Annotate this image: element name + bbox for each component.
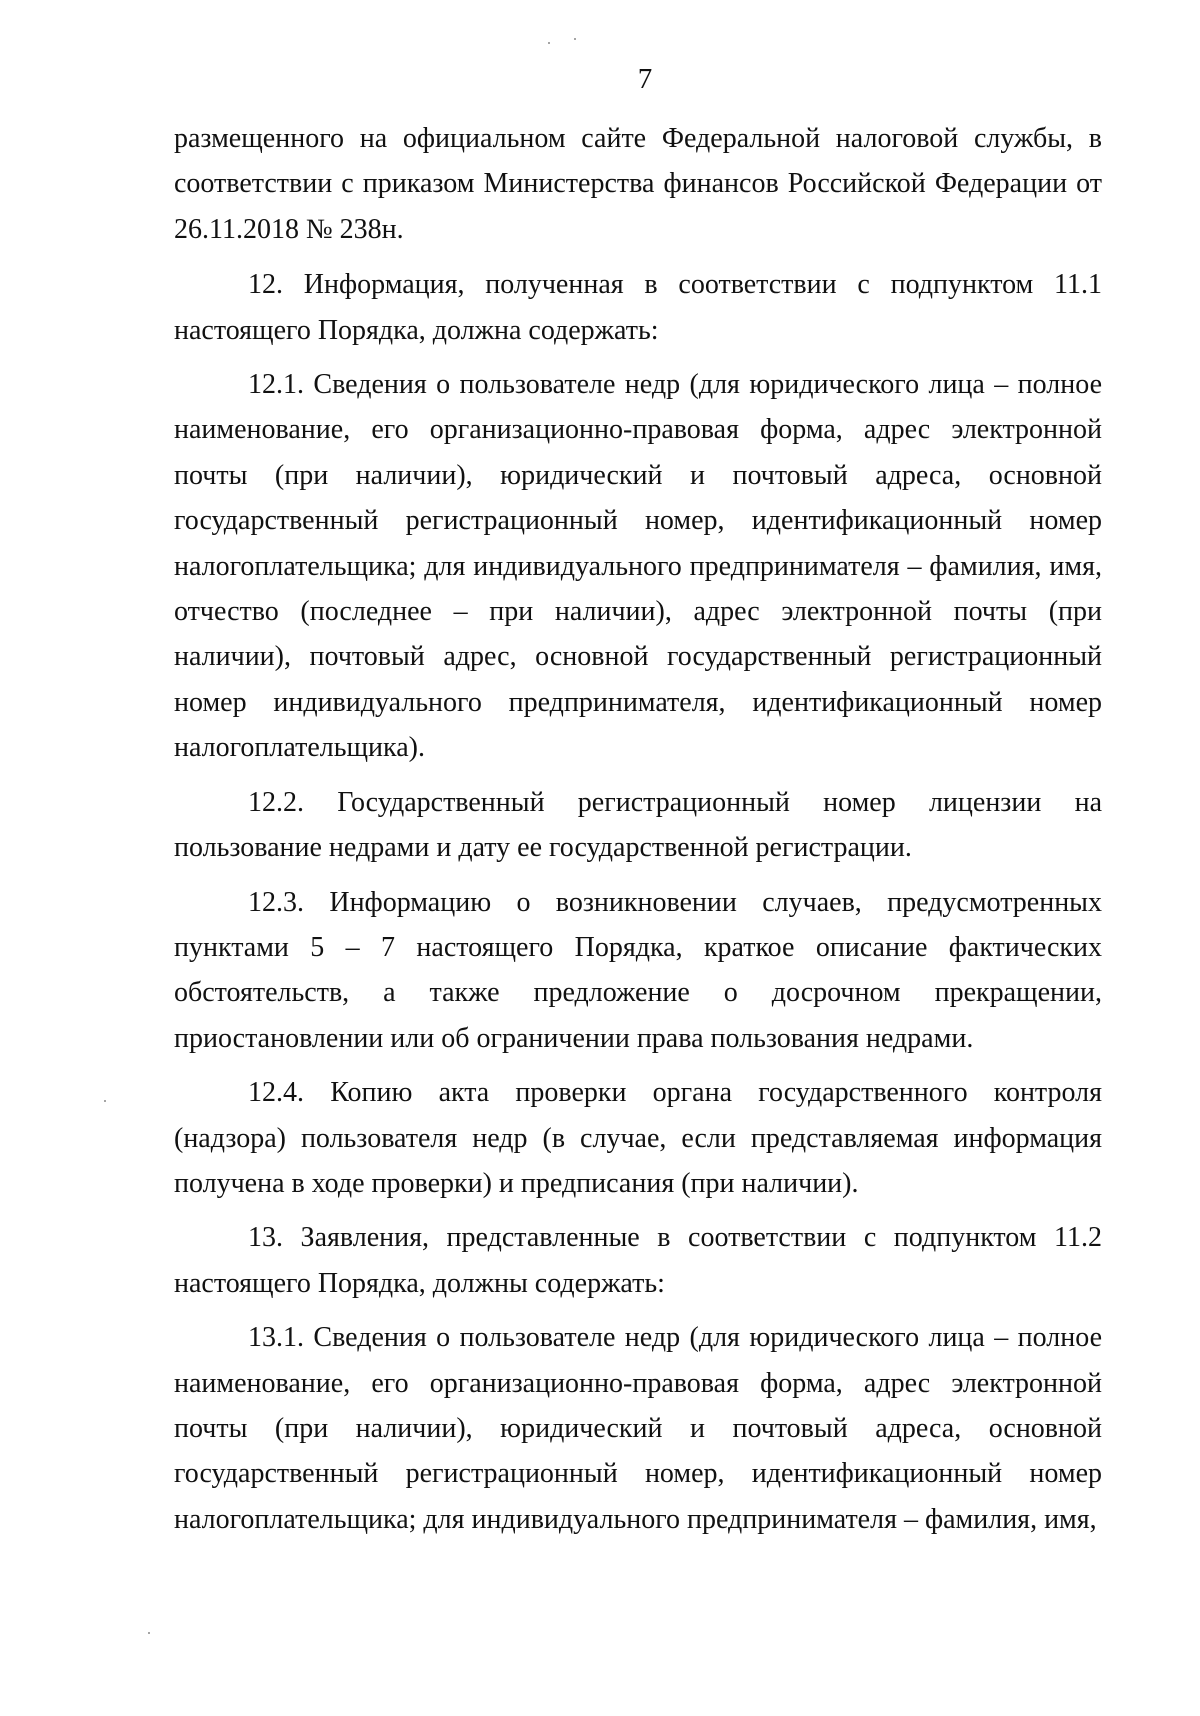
paragraph-12-2: 12.2. Государственный регистрационный номер лицензии на пользование недрами и дату ее государственной регистрации. — [174, 786, 1102, 864]
page-number: 7 — [637, 63, 653, 95]
scan-speck — [104, 1100, 106, 1102]
paragraph-13-1: 13.1. Сведения о пользователе недр (для юридического лица – полное наименование, его организационно-правовая форма, адрес электронной почты (при наличии), юридический и почтовый адреса, основной государственный регистрационный номер, идентификационный номер налогоплательщика; для индивидуального предпринимателя – фамилия, имя, — [174, 1322, 1102, 1535]
scan-speck — [148, 1632, 150, 1634]
scan-speck — [574, 38, 576, 40]
paragraph-continuation: размещенного на официальном сайте Федеральной налоговой службы, в соответствии с приказом Министерства финансов Российской Федерации от 26.11.2018 № 238н. — [174, 123, 1102, 245]
paragraph-12-1: 12.1. Сведения о пользователе недр (для юридического лица – полное наименование, его организационно-правовая форма, адрес электронной почты (при наличии), юридический и почтовый адреса, основной государственный регистрационный номер, идентификационный номер налогоплательщика; для индивидуального предпринимателя – фамилия, имя, отчество (последнее – при наличии), адрес электронной почты (при наличии), почтовый адрес, основной государственный регистрационный номер индивидуального предпринимателя, идентификационный номер налогоплательщика). — [174, 369, 1102, 764]
body-text — [174, 116, 1102, 1542]
paragraph-12: 12. Информация, полученная в соответствии с подпунктом 11.1 настоящего Порядка, должна содержать: — [174, 269, 1102, 346]
paragraph-13: 13. Заявления, представленные в соответствии с подпунктом 11.2 настоящего Порядка, должны содержать: — [174, 1222, 1102, 1299]
paragraph-12-3: 12.3. Информацию о возникновении случаев, предусмотренных пунктами 5 – 7 настоящего Порядка, краткое описание фактических обстоятельств, а также предложение о досрочном прекращении, приостановлении или об ограничении права пользования недрами. — [174, 886, 1102, 1054]
paragraph-12-4: 12.4. Копию акта проверки органа государственного контроля (надзора) пользователя недр (в случае, если представляемая информация получена в ходе проверки) и предписания (при наличии). — [174, 1077, 1102, 1199]
scan-speck — [548, 42, 550, 44]
